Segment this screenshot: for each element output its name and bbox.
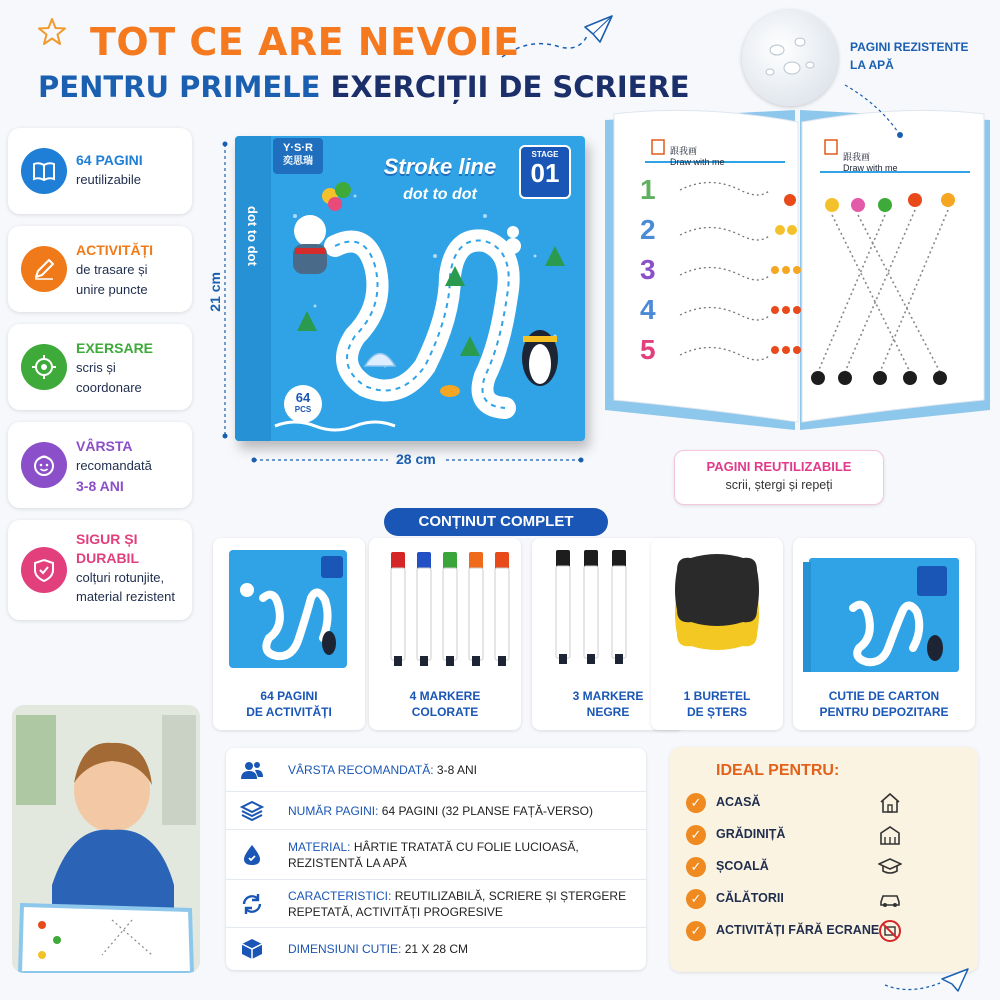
pencil-icon (21, 246, 67, 292)
layers-icon (240, 799, 264, 823)
specifications-table (226, 748, 646, 970)
product-box (235, 136, 585, 441)
spec-row-material (226, 830, 646, 880)
water-line1: PAGINI REZISTENTE (850, 40, 969, 54)
stage-label: STAGE (531, 150, 559, 159)
left-page-heading (670, 144, 725, 167)
box-title: Stroke line (383, 154, 497, 179)
users-icon (240, 758, 264, 782)
ideal-label: ACASĂ (716, 795, 761, 809)
feature-head: SIGUR ȘI (76, 531, 138, 547)
check-icon: ✓ (686, 793, 706, 813)
pcs-count: 64 (295, 390, 311, 405)
ideal-item-travel (686, 885, 962, 913)
spec-value: HÂRTIE TRATATĂ CU FOLIE LUCIOASĂ, REZISTENTĂ LA APĂ (288, 839, 579, 870)
heading-en: Draw with me (843, 163, 898, 173)
spec-key: MATERIAL: (288, 839, 351, 854)
house-icon (878, 791, 902, 815)
pcs-badge (284, 392, 322, 416)
spec-key: DIMENSIUNI CUTIE: (288, 942, 402, 956)
spec-key: NUMĂR PAGINI: (288, 803, 379, 818)
content-item-storage-box (793, 538, 975, 730)
pcs-unit: PCS (294, 405, 312, 414)
spec-key: CARACTERISTICI: (288, 888, 392, 903)
content-title: CONȚINUT COMPLET (384, 508, 608, 536)
feature-line: de trasare și (76, 262, 148, 277)
page-subtitle (38, 70, 690, 104)
car-icon (878, 887, 902, 911)
spec-row-dimensions (226, 928, 646, 970)
trace-number: 2 (640, 214, 656, 245)
item-label: DE ȘTERS (686, 705, 747, 719)
item-label: 64 PAGINI (260, 689, 318, 703)
feature-card-pages (8, 128, 192, 214)
box-spine-text: dot to dot (245, 206, 260, 266)
feature-head: ACTIVITĂȚI (76, 242, 153, 258)
star-icon (36, 16, 68, 48)
heading-cn: 跟我画 (670, 146, 698, 156)
ideal-label: ACTIVITĂȚI FĂRĂ ECRANE (716, 923, 880, 937)
spec-value: 21 X 28 CM (404, 942, 469, 956)
reusable-sub: scrii, ștergi și repeți (725, 478, 833, 492)
spec-value: REUTILIZABILĂ, SCRIERE ȘI ȘTERGERE REPETATĂ, ACTIVITĂȚI PROGRESIVE (288, 888, 627, 919)
check-icon: ✓ (686, 921, 706, 941)
feature-line: unire puncte (76, 282, 148, 297)
spec-row-pages (226, 792, 646, 830)
feature-head: EXERSARE (76, 340, 154, 356)
ideal-for-panel (670, 747, 978, 972)
subtitle-part2: EXERCIȚII DE SCRIERE (330, 70, 690, 104)
ideal-item-kindergarten (686, 821, 962, 849)
no-screen-icon (878, 919, 902, 943)
heading-en: Draw with me (670, 157, 725, 167)
water-line2: LA APĂ (850, 58, 894, 72)
stage-number: 01 (530, 158, 560, 188)
shield-check-icon (21, 547, 67, 593)
feature-card-practice (8, 324, 192, 410)
ideal-label: CĂLĂTORII (716, 891, 784, 905)
ideal-title: IDEAL PENTRU: (716, 762, 840, 779)
box-subtitle: dot to dot (403, 186, 477, 203)
school-building-icon (878, 823, 902, 847)
check-icon: ✓ (686, 889, 706, 909)
reusable-pages-callout (674, 450, 884, 505)
item-label: 4 MARKERE (409, 689, 481, 703)
drop-icon (240, 843, 264, 867)
feature-head: 64 PAGINI (76, 152, 143, 168)
feature-card-activities (8, 226, 192, 312)
check-icon: ✓ (686, 857, 706, 877)
ideal-item-school (686, 853, 962, 881)
graduation-cap-icon (878, 855, 902, 879)
stage-badge (520, 150, 570, 187)
content-item-pages (213, 538, 365, 730)
spec-key: VÂRSTA RECOMANDATĂ: (288, 762, 434, 777)
spec-value: 64 PAGINI (32 PLANSE FAȚĂ-VERSO) (381, 803, 593, 818)
subtitle-part1: PENTRU PRIMELE (38, 70, 331, 104)
paper-plane-icon (880, 955, 990, 995)
ideal-label: GRĂDINIȚĂ (716, 827, 786, 841)
ideal-item-home (686, 789, 962, 817)
feature-line: colțuri rotunjite, (76, 570, 165, 585)
feature-line: coordonare (76, 380, 142, 395)
page-title: TOT CE ARE NEVOIE (90, 20, 520, 64)
water-drops-icon (742, 10, 838, 106)
child-face-icon (21, 442, 67, 488)
item-label: COLORATE (411, 705, 479, 719)
feature-line: DURABIL (76, 550, 139, 566)
box-icon (240, 937, 264, 961)
trace-numbers (640, 170, 656, 370)
target-icon (21, 344, 67, 390)
trace-number: 5 (640, 334, 656, 365)
item-label: 1 BURETEL (683, 689, 751, 703)
feature-line: 3-8 ANI (76, 478, 124, 494)
reusable-head: PAGINI REUTILIZABILE (706, 459, 852, 474)
refresh-icon (240, 892, 264, 916)
brand-name: Y·S·R (283, 142, 313, 154)
right-page-heading (843, 150, 898, 173)
spec-row-age (226, 748, 646, 792)
water-resistant-label (850, 38, 968, 74)
feature-card-age (8, 422, 192, 508)
spec-row-features (226, 880, 646, 928)
open-book (600, 100, 995, 435)
height-label: 21 cm (207, 268, 223, 316)
feature-line: recomandată (76, 458, 152, 473)
ideal-label: ȘCOALĂ (716, 859, 769, 873)
feature-line: material rezistent (76, 589, 175, 604)
width-label: 28 cm (388, 451, 444, 467)
item-label: PENTRU DEPOZITARE (819, 705, 949, 719)
item-label: DE ACTIVITĂȚI (246, 705, 332, 719)
item-label: 3 MARKERE (572, 689, 644, 703)
feature-line: reutilizabile (76, 172, 142, 187)
content-item-eraser (651, 538, 783, 730)
item-label: CUTIE DE CARTON (828, 689, 940, 703)
feature-head: VÂRSTA (76, 438, 133, 454)
heading-cn: 跟我画 (843, 152, 871, 162)
content-item-color-markers (369, 538, 521, 730)
check-icon: ✓ (686, 825, 706, 845)
spec-value: 3-8 ANI (436, 762, 477, 777)
child-writing-photo (12, 705, 200, 973)
feature-card-safe (8, 520, 192, 620)
callout-line (840, 80, 920, 140)
ideal-item-screen-free (686, 917, 962, 945)
brand-sub: 奕思瑞 (283, 156, 313, 167)
book-icon (21, 148, 67, 194)
brand-logo (275, 141, 321, 169)
trace-number: 1 (640, 174, 656, 205)
feature-line: scris și (76, 360, 116, 375)
trace-number: 4 (640, 294, 656, 325)
trace-number: 3 (640, 254, 656, 285)
item-label: NEGRE (586, 705, 630, 719)
